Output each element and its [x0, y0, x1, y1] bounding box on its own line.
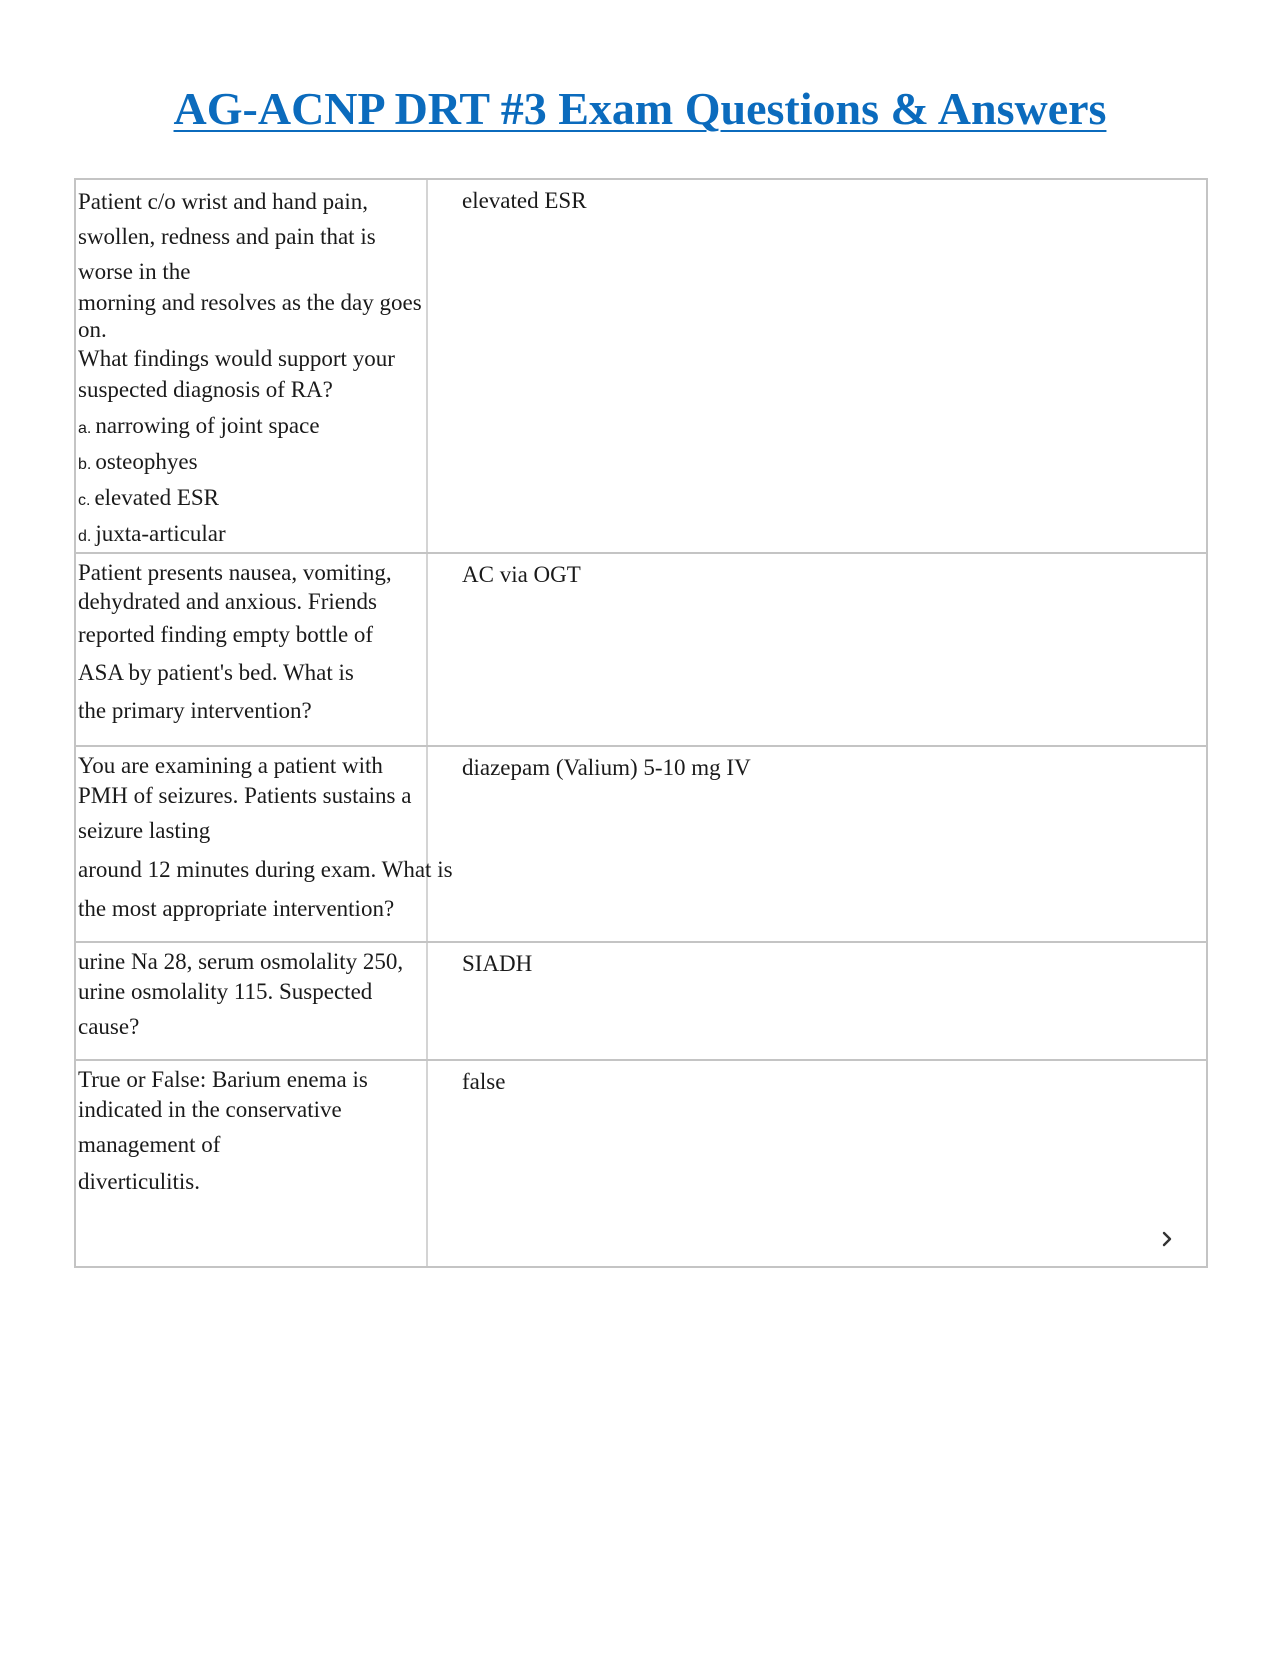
question-line: worse in the — [78, 259, 191, 284]
answer-option — [78, 517, 426, 553]
option-text: osteophyes — [95, 449, 198, 474]
question-line: the primary intervention? — [78, 698, 312, 723]
question-line: Patient c/o wrist and hand pain, — [78, 189, 368, 214]
question-line: on. — [78, 317, 107, 342]
question-cell — [76, 943, 428, 1059]
answer-option — [78, 409, 426, 445]
question-line: diverticulitis. — [78, 1169, 201, 1194]
question-line: management of — [78, 1132, 221, 1157]
option-letter: a. — [78, 420, 92, 437]
answer-cell: elevated ESR — [462, 188, 587, 213]
answer-option — [78, 481, 426, 517]
answer-cell: diazepam (Valium) 5-10 mg IV — [462, 755, 751, 780]
question-line: ASA by patient's bed. What is — [78, 660, 354, 685]
question-line: cause? — [78, 1014, 140, 1039]
option-letter: c. — [78, 492, 91, 509]
question-line: What findings would support your — [78, 346, 395, 371]
question-line: morning and resolves as the day goes — [78, 290, 422, 315]
question-line: suspected diagnosis of RA? — [78, 377, 333, 402]
question-line: indicated in the conservative — [78, 1097, 342, 1122]
question-line: reported finding empty bottle of — [78, 622, 374, 647]
question-line: PMH of seizures. Patients sustains a — [78, 783, 412, 808]
question-line: around 12 minutes during exam. What is — [78, 857, 453, 882]
option-text: elevated ESR — [94, 485, 219, 510]
question-cell — [76, 554, 428, 745]
question-cell — [76, 1061, 428, 1266]
question-line: the most appropriate intervention? — [78, 896, 395, 921]
question-cell — [76, 747, 453, 941]
question-line: Patient presents nausea, vomiting, — [78, 560, 392, 585]
page-title: AG-ACNP DRT #3 Exam Questions & Answers — [173, 83, 1107, 134]
question-line: urine osmolality 115. Suspected — [78, 979, 373, 1004]
answer-cell: SIADH — [462, 951, 533, 976]
option-text: narrowing of joint space — [95, 413, 320, 438]
chevron-right-icon[interactable] — [1156, 1226, 1178, 1248]
option-text: juxta-articular — [95, 521, 226, 546]
question-cell — [76, 180, 428, 552]
qa-table — [74, 178, 1208, 1268]
table-row — [76, 180, 1206, 552]
table-row — [76, 941, 1206, 1059]
option-letter: d. — [78, 528, 92, 545]
answer-cell: AC via OGT — [462, 562, 581, 587]
question-line: swollen, redness and pain that is — [78, 224, 376, 249]
question-line: True or False: Barium enema is — [78, 1067, 368, 1092]
question-line: urine Na 28, serum osmolality 250, — [78, 949, 404, 974]
answer-option — [78, 445, 426, 481]
answer-text: false — [462, 1069, 506, 1094]
question-line: You are examining a patient with — [78, 753, 383, 778]
table-row — [76, 745, 1206, 941]
question-line: dehydrated and anxious. Friends — [78, 589, 377, 614]
option-letter: b. — [78, 456, 92, 473]
table-row — [76, 1059, 1206, 1266]
table-row — [76, 552, 1206, 745]
answer-cell — [428, 1061, 1206, 1266]
question-line: seizure lasting — [78, 818, 211, 843]
